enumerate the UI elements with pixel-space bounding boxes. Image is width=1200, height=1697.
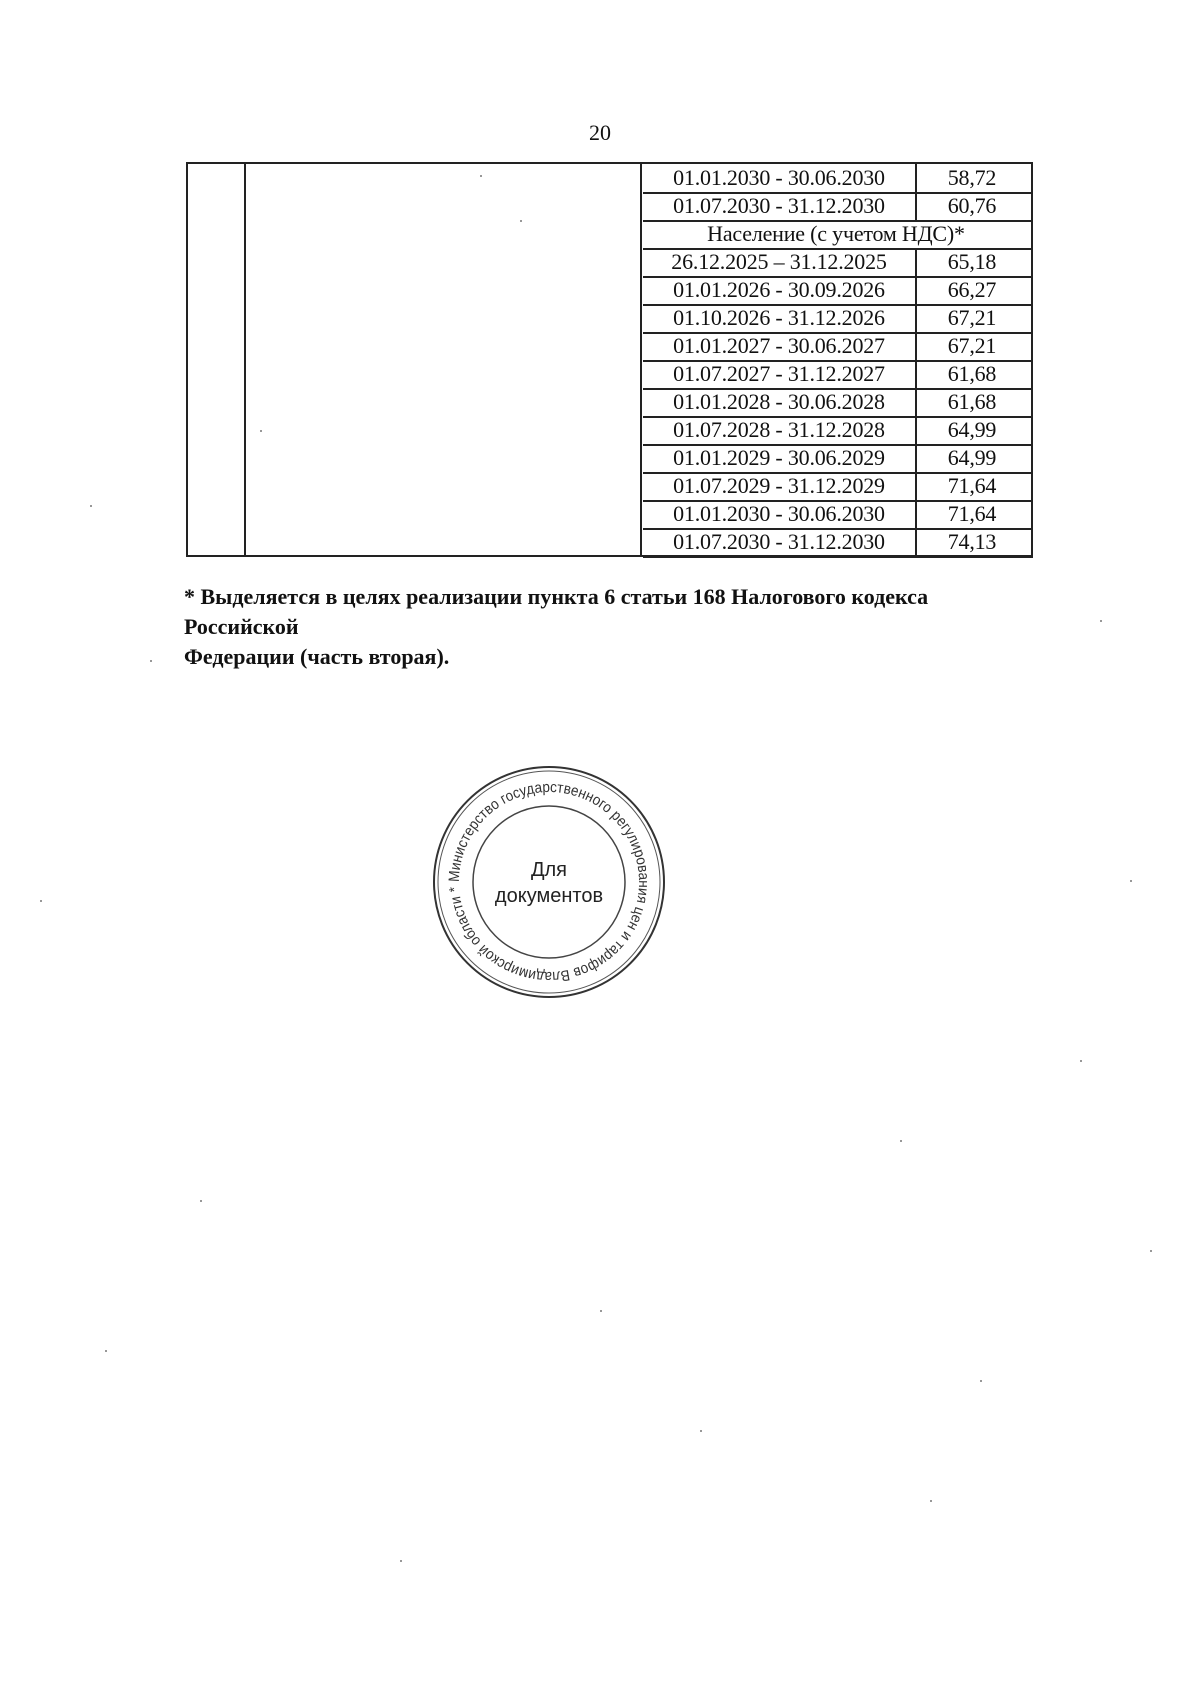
period-cell: 01.01.2029 - 30.06.2029 xyxy=(673,445,885,470)
value-cell: 61,68 xyxy=(947,361,997,386)
value-cell: 67,21 xyxy=(947,305,997,330)
table-cell-border xyxy=(915,388,917,416)
scan-speck xyxy=(1130,880,1132,882)
table-cell-border xyxy=(915,360,917,388)
value-cell: 65,18 xyxy=(947,249,997,274)
value-cell: 64,99 xyxy=(947,417,997,442)
seal-center-line-2: документов xyxy=(494,885,604,907)
scan-speck xyxy=(90,505,92,507)
footnote-line-1: * Выделяется в целях реализации пункта 6 статьи 168 Налогового кодекса Российской xyxy=(184,584,929,639)
page-number: 20 xyxy=(589,120,611,145)
scan-speck xyxy=(700,1430,702,1432)
footnote-line-2: Федерации (часть вторая). xyxy=(184,644,450,669)
scan-speck xyxy=(40,900,42,902)
scan-speck xyxy=(1150,1250,1152,1252)
scan-speck xyxy=(1080,1060,1082,1062)
value-cell: 66,27 xyxy=(947,277,997,302)
period-cell: 01.07.2027 - 31.12.2027 xyxy=(673,361,885,386)
seal-center-line-1: Для xyxy=(530,859,568,881)
table-divider xyxy=(640,164,642,555)
value-cell: 58,72 xyxy=(947,165,997,190)
seal-ring-text: Министерство государственного регулирования цен и тарифов Владимирской области * xyxy=(445,778,653,986)
scan-speck xyxy=(980,1380,982,1382)
table-cell-border xyxy=(915,192,917,220)
table-cell-border xyxy=(915,164,917,192)
value-cell: 60,76 xyxy=(947,193,997,218)
scan-speck xyxy=(1100,620,1102,622)
period-cell: 01.01.2027 - 30.06.2027 xyxy=(673,333,885,358)
scan-speck xyxy=(200,1200,202,1202)
table-cell-border xyxy=(915,276,917,304)
period-cell: 01.07.2030 - 31.12.2030 xyxy=(673,193,885,218)
period-cell: 01.07.2028 - 31.12.2028 xyxy=(673,417,885,442)
period-cell: 01.01.2030 - 30.06.2030 xyxy=(673,165,885,190)
value-cell: 71,64 xyxy=(947,501,997,526)
table-cell-border xyxy=(915,332,917,360)
table-cell-border xyxy=(915,472,917,500)
scan-speck xyxy=(520,220,522,222)
table-cell-border xyxy=(915,248,917,276)
period-cell: 01.01.2030 - 30.06.2030 xyxy=(673,501,885,526)
scan-speck xyxy=(930,1500,932,1502)
scan-speck xyxy=(400,1560,402,1562)
value-cell: 64,99 xyxy=(947,445,997,470)
table-divider xyxy=(244,164,246,555)
period-cell: 01.10.2026 - 31.12.2026 xyxy=(673,305,885,330)
table-cell-border xyxy=(915,416,917,444)
value-cell: 71,64 xyxy=(947,473,997,498)
section-header-cell: Население (с учетом НДС)* xyxy=(707,221,965,246)
table-row-border xyxy=(643,556,1033,558)
table-cell-border xyxy=(915,304,917,332)
official-seal xyxy=(431,764,667,1000)
seal-outer-ring-inner xyxy=(438,771,660,993)
seal-inner-ring xyxy=(473,806,625,958)
value-cell: 67,21 xyxy=(947,333,997,358)
period-cell: 01.01.2026 - 30.09.2026 xyxy=(673,277,885,302)
table-cell-border xyxy=(915,500,917,528)
period-cell: 01.07.2030 - 31.12.2030 xyxy=(673,529,885,554)
seal-outer-ring xyxy=(434,767,664,997)
tariff-table xyxy=(186,162,1033,557)
scan-speck xyxy=(260,430,262,432)
scan-speck xyxy=(150,660,152,662)
period-cell: 26.12.2025 – 31.12.2025 xyxy=(671,249,887,274)
scan-speck xyxy=(600,1310,602,1312)
scan-speck xyxy=(480,175,482,177)
table-cell-border xyxy=(915,528,917,556)
footnote xyxy=(184,582,1044,672)
period-cell: 01.01.2028 - 30.06.2028 xyxy=(673,389,885,414)
scan-speck xyxy=(105,1350,107,1352)
value-cell: 74,13 xyxy=(947,529,997,554)
table-cell-border xyxy=(915,444,917,472)
value-cell: 61,68 xyxy=(947,389,997,414)
scan-speck xyxy=(900,1140,902,1142)
period-cell: 01.07.2029 - 31.12.2029 xyxy=(673,473,885,498)
